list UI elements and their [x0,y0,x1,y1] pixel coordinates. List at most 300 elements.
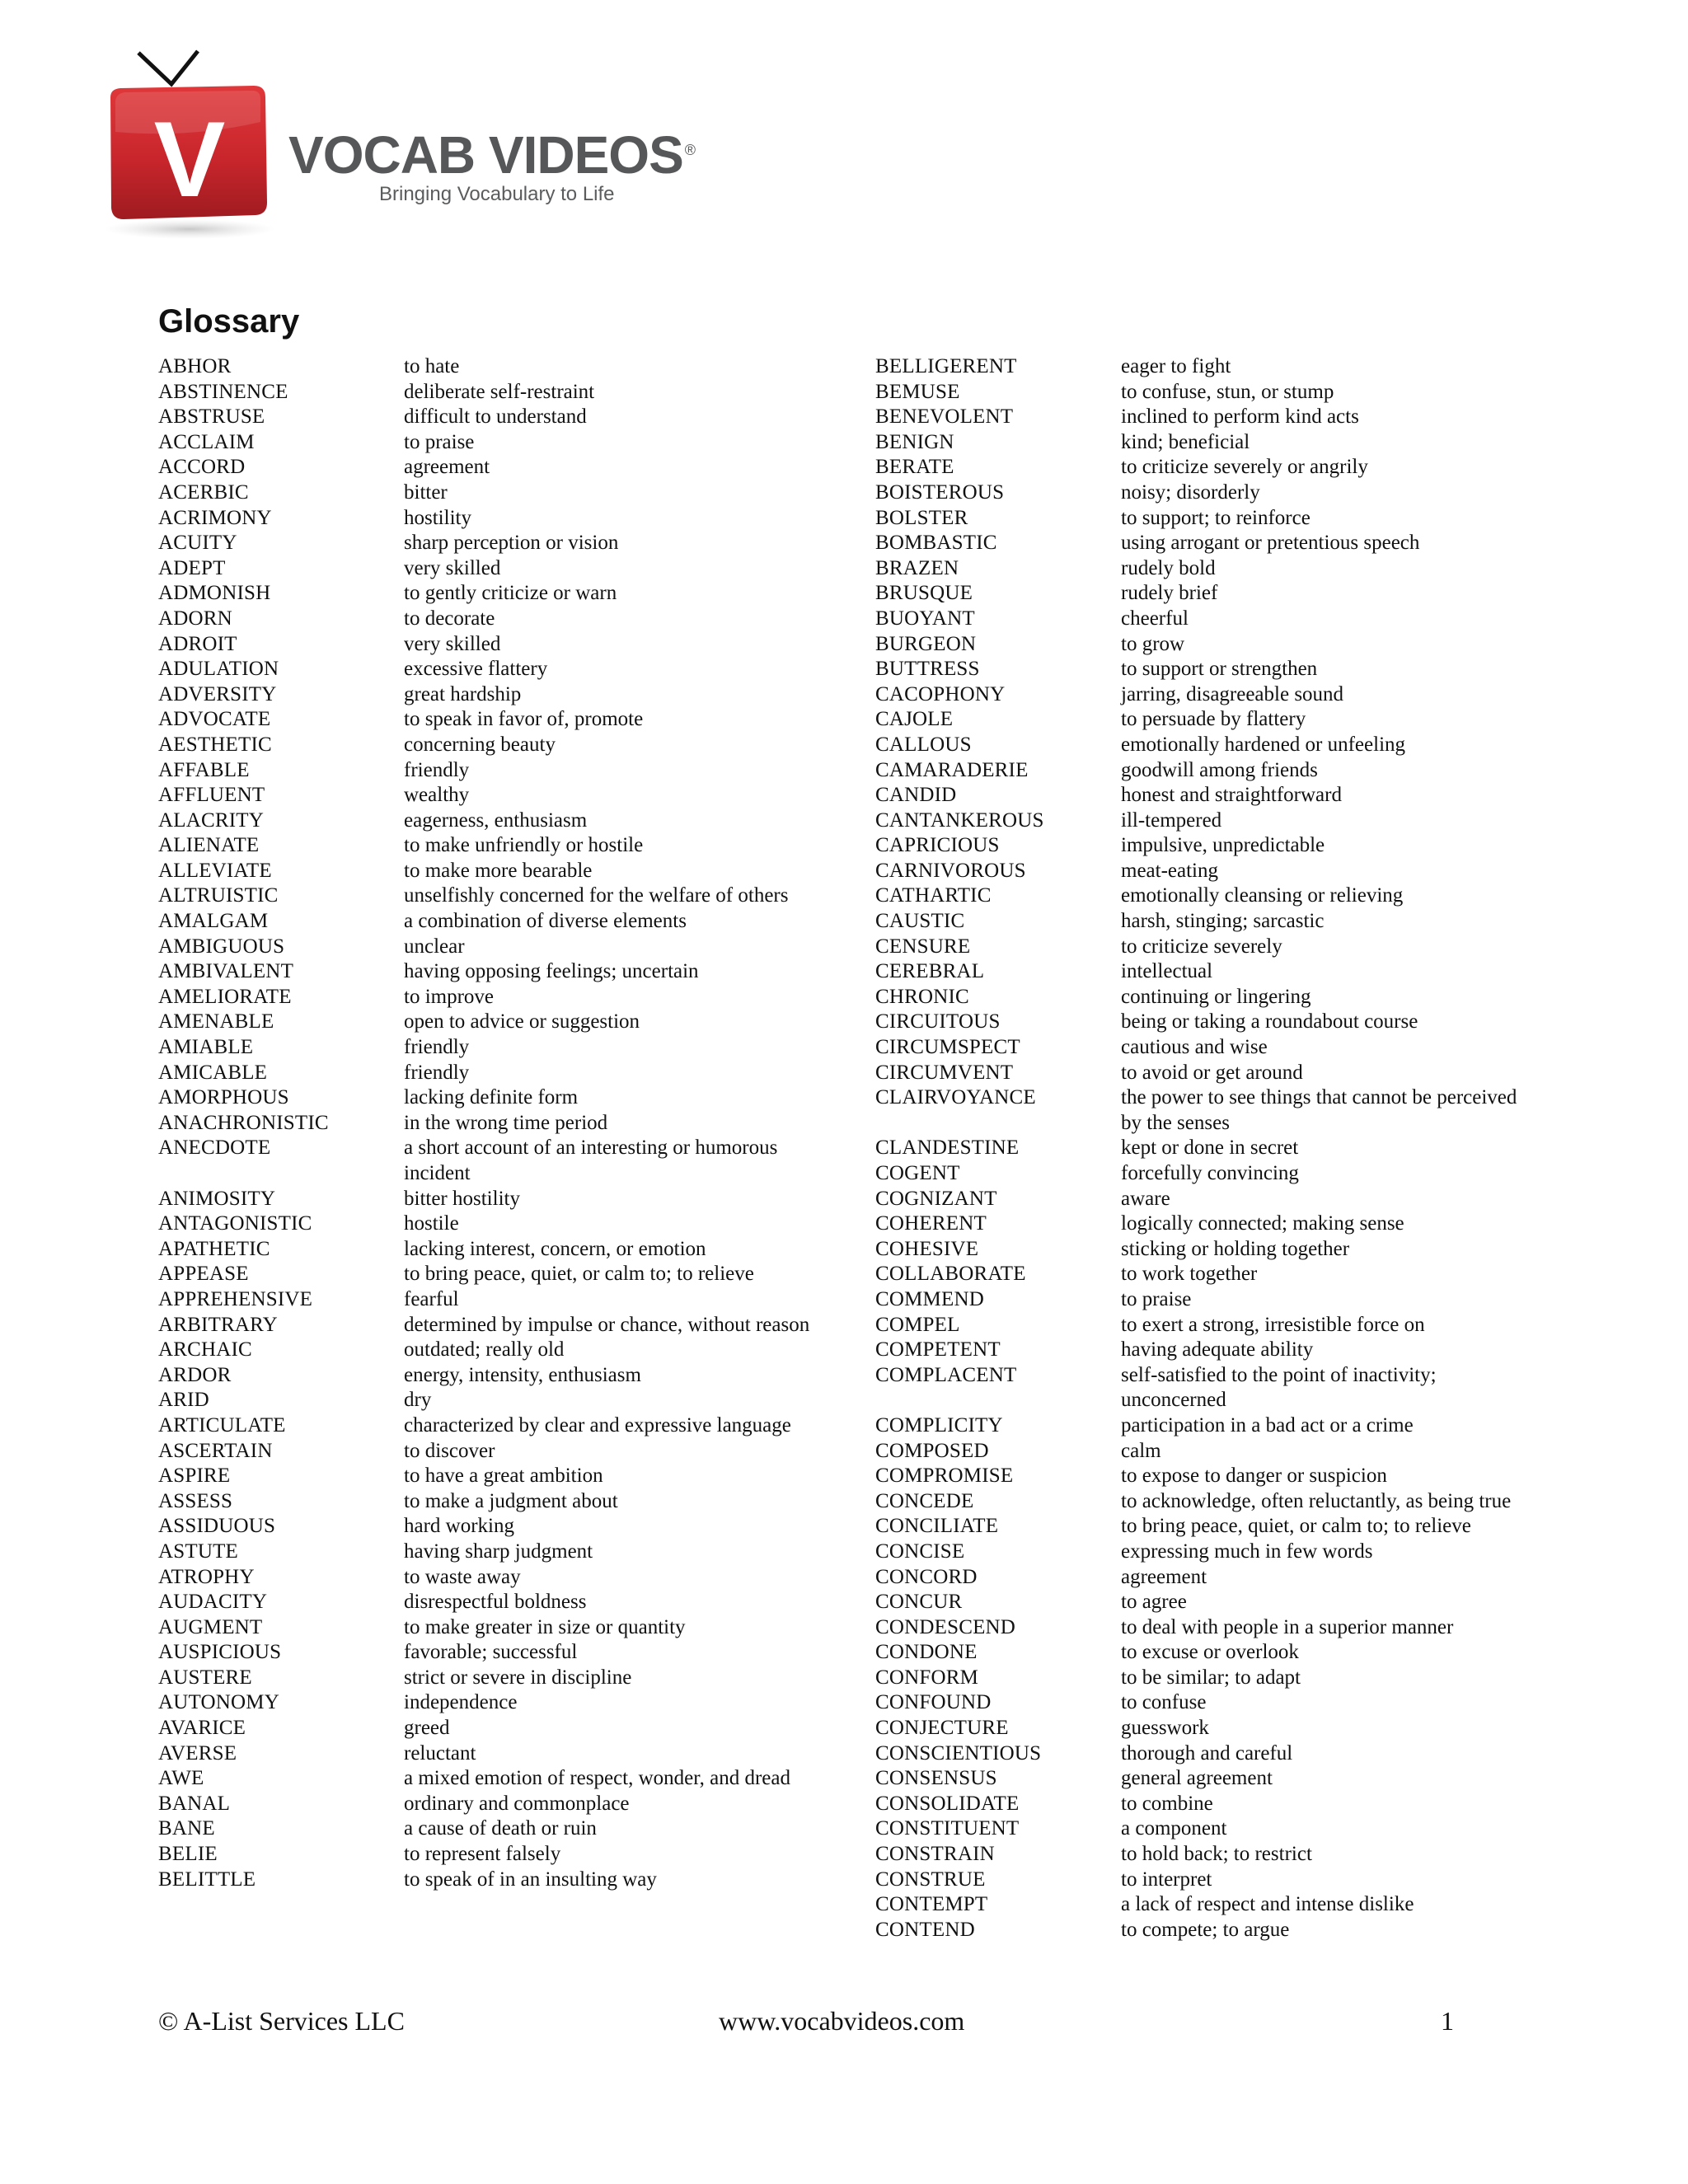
glossary-definition: sticking or holding together [1121,1237,1350,1260]
glossary-entry [875,380,1535,405]
glossary-column-right [875,354,1535,1943]
glossary-entry [875,1640,1535,1666]
glossary-entry [158,808,851,834]
glossary-definition: a short account of an interesting or humorous incident [404,1137,778,1184]
glossary-definition: to bring peace, quiet, or calm to; to relieve [404,1263,754,1286]
glossary-entry [875,1666,1535,1691]
glossary-entry [158,1035,851,1061]
glossary-entry [875,959,1535,985]
glossary-term: ALTRUISTIC [158,884,279,907]
glossary-entry [875,1187,1535,1212]
glossary-entry [875,1892,1535,1918]
glossary-definition: general agreement [1121,1767,1273,1790]
glossary-definition: determined by impulse or chance, without reason [404,1313,810,1336]
glossary-definition: eager to fight [1121,355,1231,377]
glossary-definition: having adequate ability [1121,1338,1314,1361]
glossary-entry [875,1489,1535,1515]
glossary-definition: a mixed emotion of respect, wonder, and dread [404,1767,790,1790]
glossary-definition: emotionally cleansing or relieving [1121,884,1404,907]
glossary-term: CONSCIENTIOUS [875,1741,1042,1765]
glossary-term: AUGMENT [158,1615,263,1638]
glossary-term: CONCUR [875,1591,963,1614]
glossary-term: AMENABLE [158,1010,274,1033]
glossary-term: BENIGN [875,430,954,453]
glossary-term: APPEASE [158,1263,249,1286]
glossary-entry [158,531,851,556]
vocab-videos-logo-icon [99,46,280,244]
glossary-definition: to compete; to argue [1121,1918,1290,1941]
glossary-entry [158,556,851,582]
glossary-definition: thorough and careful [1121,1741,1293,1765]
glossary-entry [875,1590,1535,1615]
brand-name [288,125,696,185]
glossary-entry [875,1464,1535,1489]
glossary-entry [875,480,1535,506]
glossary-entry [158,733,851,758]
glossary-term: ATROPHY [158,1565,255,1588]
glossary-term: CHRONIC [875,985,969,1008]
glossary-definition: to work together [1121,1263,1258,1286]
glossary-entry [158,1338,851,1363]
glossary-entry [158,1489,851,1515]
glossary-entry [158,1540,851,1565]
glossary-definition: to discover [404,1439,495,1462]
glossary-definition: unclear [404,935,465,958]
glossary-definition: to speak of in an insulting way [404,1868,657,1891]
glossary-entry [158,1413,851,1439]
glossary-term: ADVERSITY [158,682,277,705]
glossary-term: BEMUSE [875,380,960,403]
glossary-entry [158,1388,851,1413]
glossary-term: CONCORD [875,1565,978,1588]
glossary-definition: the power to see things that cannot be perceived by the senses [1121,1086,1517,1134]
glossary-definition: to combine [1121,1792,1213,1815]
glossary-definition: hard working [404,1515,514,1538]
glossary-definition: to bring peace, quiet, or calm to; to relieve [1121,1515,1471,1538]
brand-wordmark [288,125,783,227]
logo-letter: V [153,99,226,219]
glossary-term: BELITTLE [158,1868,256,1891]
glossary-term: ARTICULATE [158,1413,286,1436]
glossary-definition: excessive flattery [404,658,548,681]
glossary-definition: unselfishly concerned for the welfare of others [404,884,789,907]
glossary-entry [158,1313,851,1338]
glossary-entry [158,354,851,380]
glossary-entry [875,1439,1535,1465]
glossary-entry [158,1010,851,1035]
glossary-definition: lacking definite form [404,1086,579,1109]
glossary-entry [158,1111,851,1137]
glossary-definition: to confuse, stun, or stump [1121,380,1334,403]
glossary-definition: aware [1121,1187,1170,1210]
glossary-term: BURGEON [875,632,977,655]
glossary-definition: to make a judgment about [404,1489,618,1512]
glossary-definition: agreement [1121,1565,1207,1588]
glossary-definition: to have a great ambition [404,1465,603,1488]
glossary-definition: guesswork [1121,1717,1209,1740]
glossary-entry [875,808,1535,834]
glossary-definition: to confuse [1121,1691,1207,1714]
glossary-term: BANE [158,1817,215,1840]
glossary-definition: to hold back; to restrict [1121,1843,1312,1866]
glossary-entry [158,430,851,456]
glossary-entry [875,455,1535,480]
glossary-definition: honest and straightforward [1121,784,1342,807]
glossary-definition: to acknowledge, often reluctantly, as being true [1121,1489,1512,1512]
glossary-term: ANECDOTE [158,1137,271,1160]
glossary-definition: favorable; successful [404,1641,578,1664]
glossary-definition: friendly [404,758,470,781]
glossary-term: ACRIMONY [158,506,272,529]
glossary-definition: outdated; really old [404,1338,565,1361]
glossary-definition: lacking interest, concern, or emotion [404,1237,706,1260]
glossary-entry [158,405,851,430]
glossary-term: BUOYANT [875,607,975,630]
glossary-entry [158,833,851,859]
glossary-entry [158,657,851,682]
glossary-definition: to gently criticize or warn [404,582,617,605]
glossary-entry [875,632,1535,658]
page-number: 1 [1441,2006,1454,2036]
glossary-definition: bitter [404,480,448,504]
glossary-term: COGNIZANT [875,1187,997,1210]
glossary-term: ABHOR [158,355,232,377]
glossary-definition: to persuade by flattery [1121,708,1306,731]
glossary-term: ARCHAIC [158,1338,252,1361]
glossary-entry [875,1262,1535,1287]
glossary-definition: to interpret [1121,1868,1212,1891]
glossary-definition: to waste away [404,1565,521,1588]
glossary-term: APATHETIC [158,1237,270,1260]
glossary-definition: forcefully convincing [1121,1162,1299,1184]
glossary-entry [875,883,1535,909]
glossary-term: CONCILIATE [875,1515,999,1538]
glossary-definition: wealthy [404,784,470,807]
glossary-definition: to praise [1121,1287,1192,1310]
glossary-term: AMBIVALENT [158,960,294,983]
glossary-definition: very skilled [404,632,501,655]
glossary-term: AUDACITY [158,1591,268,1614]
glossary-term: ADROIT [158,632,237,655]
glossary-entry [158,1262,851,1287]
glossary-entry [875,1615,1535,1641]
glossary-term: ALACRITY [158,808,264,832]
glossary-term: CANDID [875,784,957,807]
glossary-term: CONSTRAIN [875,1843,995,1866]
glossary-entry [875,1085,1535,1136]
glossary-definition: kept or done in secret [1121,1137,1299,1160]
glossary-entry [158,1085,851,1111]
glossary-term: ARID [158,1389,209,1412]
glossary-term: ARBITRARY [158,1313,278,1336]
glossary-definition: to make unfriendly or hostile [404,834,644,857]
glossary-definition: to support or strengthen [1121,658,1318,681]
glossary-entry [875,1338,1535,1363]
glossary-term: CIRCUMVENT [875,1061,1014,1084]
glossary-definition: to improve [404,985,495,1008]
glossary-entry [158,1615,851,1641]
glossary-entry [875,405,1535,430]
glossary-entry [158,1439,851,1465]
glossary-entry [875,1313,1535,1338]
glossary-definition: ill-tempered [1121,808,1222,832]
glossary-term: CONJECTURE [875,1717,1009,1740]
glossary-definition: having opposing feelings; uncertain [404,960,699,983]
glossary-entry [875,1741,1535,1767]
glossary-entry [875,1237,1535,1263]
glossary-definition: to make greater in size or quantity [404,1615,686,1638]
glossary-entry [158,1237,851,1263]
glossary-entry [158,1136,851,1186]
glossary-entry [158,909,851,935]
glossary-entry [158,1716,851,1741]
glossary-term: AMICABLE [158,1061,268,1084]
glossary-term: COHERENT [875,1212,987,1235]
glossary-term: CAJOLE [875,708,954,731]
glossary-entry [875,1413,1535,1439]
site-header [99,46,775,244]
glossary-term: ADEPT [158,556,226,579]
glossary-definition: expressing much in few words [1121,1540,1373,1563]
glossary-entry [158,1640,851,1666]
glossary-entry [158,607,851,632]
glossary-term: CALLOUS [875,733,972,756]
glossary-term: ALLEVIATE [158,859,272,882]
glossary-term: COMPEL [875,1313,960,1336]
glossary-definition: to support; to reinforce [1121,506,1311,529]
glossary-definition: to excuse or overlook [1121,1641,1299,1664]
glossary-definition: self-satisfied to the point of inactivity; unconcerned [1121,1363,1437,1412]
glossary-entry [875,1061,1535,1086]
glossary-entry [875,733,1535,758]
glossary-entry [158,959,851,985]
footer-copyright: © A-List Services LLC [158,2006,405,2036]
glossary-term: CEREBRAL [875,960,985,983]
glossary-definition: agreement [404,456,490,479]
glossary-entry [158,985,851,1010]
glossary-term: AVERSE [158,1741,237,1765]
glossary-entry [158,1212,851,1237]
glossary-term: AFFLUENT [158,784,265,807]
glossary-term: BOMBASTIC [875,532,997,555]
brand-name-text: VOCAB VIDEOS [288,125,683,185]
glossary-term: ADULATION [158,658,279,681]
glossary-entry [158,380,851,405]
glossary-entry [875,833,1535,859]
glossary-term: BOISTEROUS [875,480,1005,504]
glossary-column-left [158,354,851,1892]
glossary-entry [875,607,1535,632]
glossary-term: ANACHRONISTIC [158,1111,329,1134]
footer-url[interactable]: www.vocabvideos.com [719,2006,965,2036]
glossary-definition: open to advice or suggestion [404,1010,640,1033]
glossary-definition: intellectual [1121,960,1213,983]
glossary-definition: difficult to understand [404,405,587,429]
glossary-definition: meat-eating [1121,859,1218,882]
glossary-definition: to speak in favor of, promote [404,708,644,731]
glossary-entry [158,682,851,708]
glossary-definition: jarring, disagreeable sound [1121,682,1344,705]
glossary-term: AUSPICIOUS [158,1641,282,1664]
glossary-definition: hostile [404,1212,459,1235]
glossary-entry [158,1061,851,1086]
glossary-term: AMALGAM [158,910,269,933]
glossary-term: CLAIRVOYANCE [875,1086,1036,1109]
glossary-term: COMPOSED [875,1439,989,1462]
glossary-entry [158,1565,851,1591]
glossary-entry [158,758,851,784]
glossary-entry [875,1842,1535,1868]
glossary-entry [158,1187,851,1212]
glossary-term: AUSTERE [158,1666,252,1689]
glossary-entry [875,657,1535,682]
glossary-definition: very skilled [404,556,501,579]
glossary-term: BRAZEN [875,556,959,579]
glossary-term: CONSTRUE [875,1868,986,1891]
glossary-definition: independence [404,1691,518,1714]
glossary-entry [158,1690,851,1716]
glossary-entry [875,531,1535,556]
glossary-term: CAPRICIOUS [875,834,1000,857]
glossary-definition: dry [404,1389,432,1412]
glossary-term: ACUITY [158,532,237,555]
glossary-term: CATHARTIC [875,884,992,907]
glossary-term: AMBIGUOUS [158,935,285,958]
glossary-definition: participation in a bad act or a crime [1121,1413,1414,1436]
glossary-definition: to criticize severely [1121,935,1282,958]
glossary-term: COMPETENT [875,1338,1001,1361]
glossary-term: CONSOLIDATE [875,1792,1020,1815]
glossary-definition: deliberate self-restraint [404,380,595,403]
glossary-entry [875,1816,1535,1842]
glossary-entry [158,480,851,506]
glossary-term: BRUSQUE [875,582,973,605]
glossary-entry [875,1287,1535,1313]
glossary-entry [875,1565,1535,1591]
glossary-entry [875,758,1535,784]
glossary-entry [158,1514,851,1540]
glossary-term: CONDONE [875,1641,978,1664]
glossary-term: COHESIVE [875,1237,979,1260]
glossary-definition: impulsive, unpredictable [1121,834,1325,857]
glossary-definition: hostility [404,506,471,529]
glossary-term: BENEVOLENT [875,405,1014,429]
glossary-definition: friendly [404,1061,470,1084]
glossary-term: CLANDESTINE [875,1137,1020,1160]
glossary-definition: rudely bold [1121,556,1216,579]
glossary-term: ACERBIC [158,480,249,504]
glossary-entry [158,1590,851,1615]
glossary-term: ABSTRUSE [158,405,265,429]
glossary-definition: strict or severe in discipline [404,1666,632,1689]
glossary-term: COMPLICITY [875,1413,1003,1436]
glossary-term: BANAL [158,1792,231,1815]
glossary-entry [875,682,1535,708]
glossary-entry [875,354,1535,380]
glossary-term: AUTONOMY [158,1691,279,1714]
glossary-entry [158,783,851,808]
glossary-definition: cautious and wise [1121,1036,1268,1059]
glossary-entry [875,1010,1535,1035]
glossary-term: CONTEND [875,1918,975,1941]
glossary-term: ANIMOSITY [158,1187,276,1210]
glossary-definition: logically connected; making sense [1121,1212,1404,1235]
glossary-term: ANTAGONISTIC [158,1212,312,1235]
glossary-definition: disrespectful boldness [404,1591,587,1614]
glossary-entry [158,506,851,532]
glossary-term: BUTTRESS [875,658,980,681]
glossary-definition: continuing or lingering [1121,985,1311,1008]
glossary-entry [875,859,1535,884]
glossary-entry [875,1161,1535,1187]
glossary-definition: to deal with people in a superior manner [1121,1615,1454,1638]
glossary-definition: to hate [404,355,460,377]
glossary-term: ACCLAIM [158,430,255,453]
glossary-term: CONDESCEND [875,1615,1016,1638]
glossary-definition: fearful [404,1287,459,1310]
glossary-entry [158,1287,851,1313]
glossary-definition: friendly [404,1036,470,1059]
glossary-term: COMPLACENT [875,1363,1017,1386]
glossary-definition: cheerful [1121,607,1189,630]
glossary-entry [875,1792,1535,1817]
glossary-entry [875,1540,1535,1565]
glossary-definition: goodwill among friends [1121,758,1318,781]
glossary-definition: to grow [1121,632,1185,655]
glossary-term: ASTUTE [158,1540,239,1563]
glossary-term: CONSTITUENT [875,1817,1020,1840]
page-footer [158,2004,1454,2037]
glossary-definition: to be similar; to adapt [1121,1666,1301,1689]
glossary-definition: in the wrong time period [404,1111,608,1134]
glossary-definition: calm [1121,1439,1161,1462]
glossary-definition: a component [1121,1817,1227,1840]
glossary-entry [158,1868,851,1893]
glossary-term: CENSURE [875,935,971,958]
glossary-entry [875,1766,1535,1792]
glossary-entry [875,935,1535,960]
glossary-definition: a cause of death or ruin [404,1817,597,1840]
glossary-term: CIRCUMSPECT [875,1036,1020,1059]
glossary-entry [875,1868,1535,1893]
glossary-definition: energy, intensity, enthusiasm [404,1363,641,1386]
glossary-entry [158,1816,851,1842]
glossary-entry [875,506,1535,532]
glossary-entry [158,1666,851,1691]
glossary-entry [875,783,1535,808]
glossary-entry [158,1363,851,1389]
glossary-term: AMIABLE [158,1036,254,1059]
glossary-definition: characterized by clear and expressive language [404,1413,791,1436]
glossary-entry [158,883,851,909]
glossary-definition: to represent falsely [404,1843,561,1866]
glossary-entry [158,707,851,733]
glossary-entry [875,581,1535,607]
glossary-term: AMORPHOUS [158,1086,289,1109]
glossary-term: COMMEND [875,1287,984,1310]
glossary-definition: to agree [1121,1591,1187,1614]
glossary-term: AESTHETIC [158,733,272,756]
glossary-entry [158,1842,851,1868]
glossary-term: ADMONISH [158,582,271,605]
glossary-term: ABSTINENCE [158,380,288,403]
glossary-term: ASPIRE [158,1465,231,1488]
glossary-entry [158,859,851,884]
glossary-entry [875,430,1535,456]
glossary-definition: to make more bearable [404,859,593,882]
glossary-term: BOLSTER [875,506,968,529]
glossary-definition: greed [404,1717,450,1740]
